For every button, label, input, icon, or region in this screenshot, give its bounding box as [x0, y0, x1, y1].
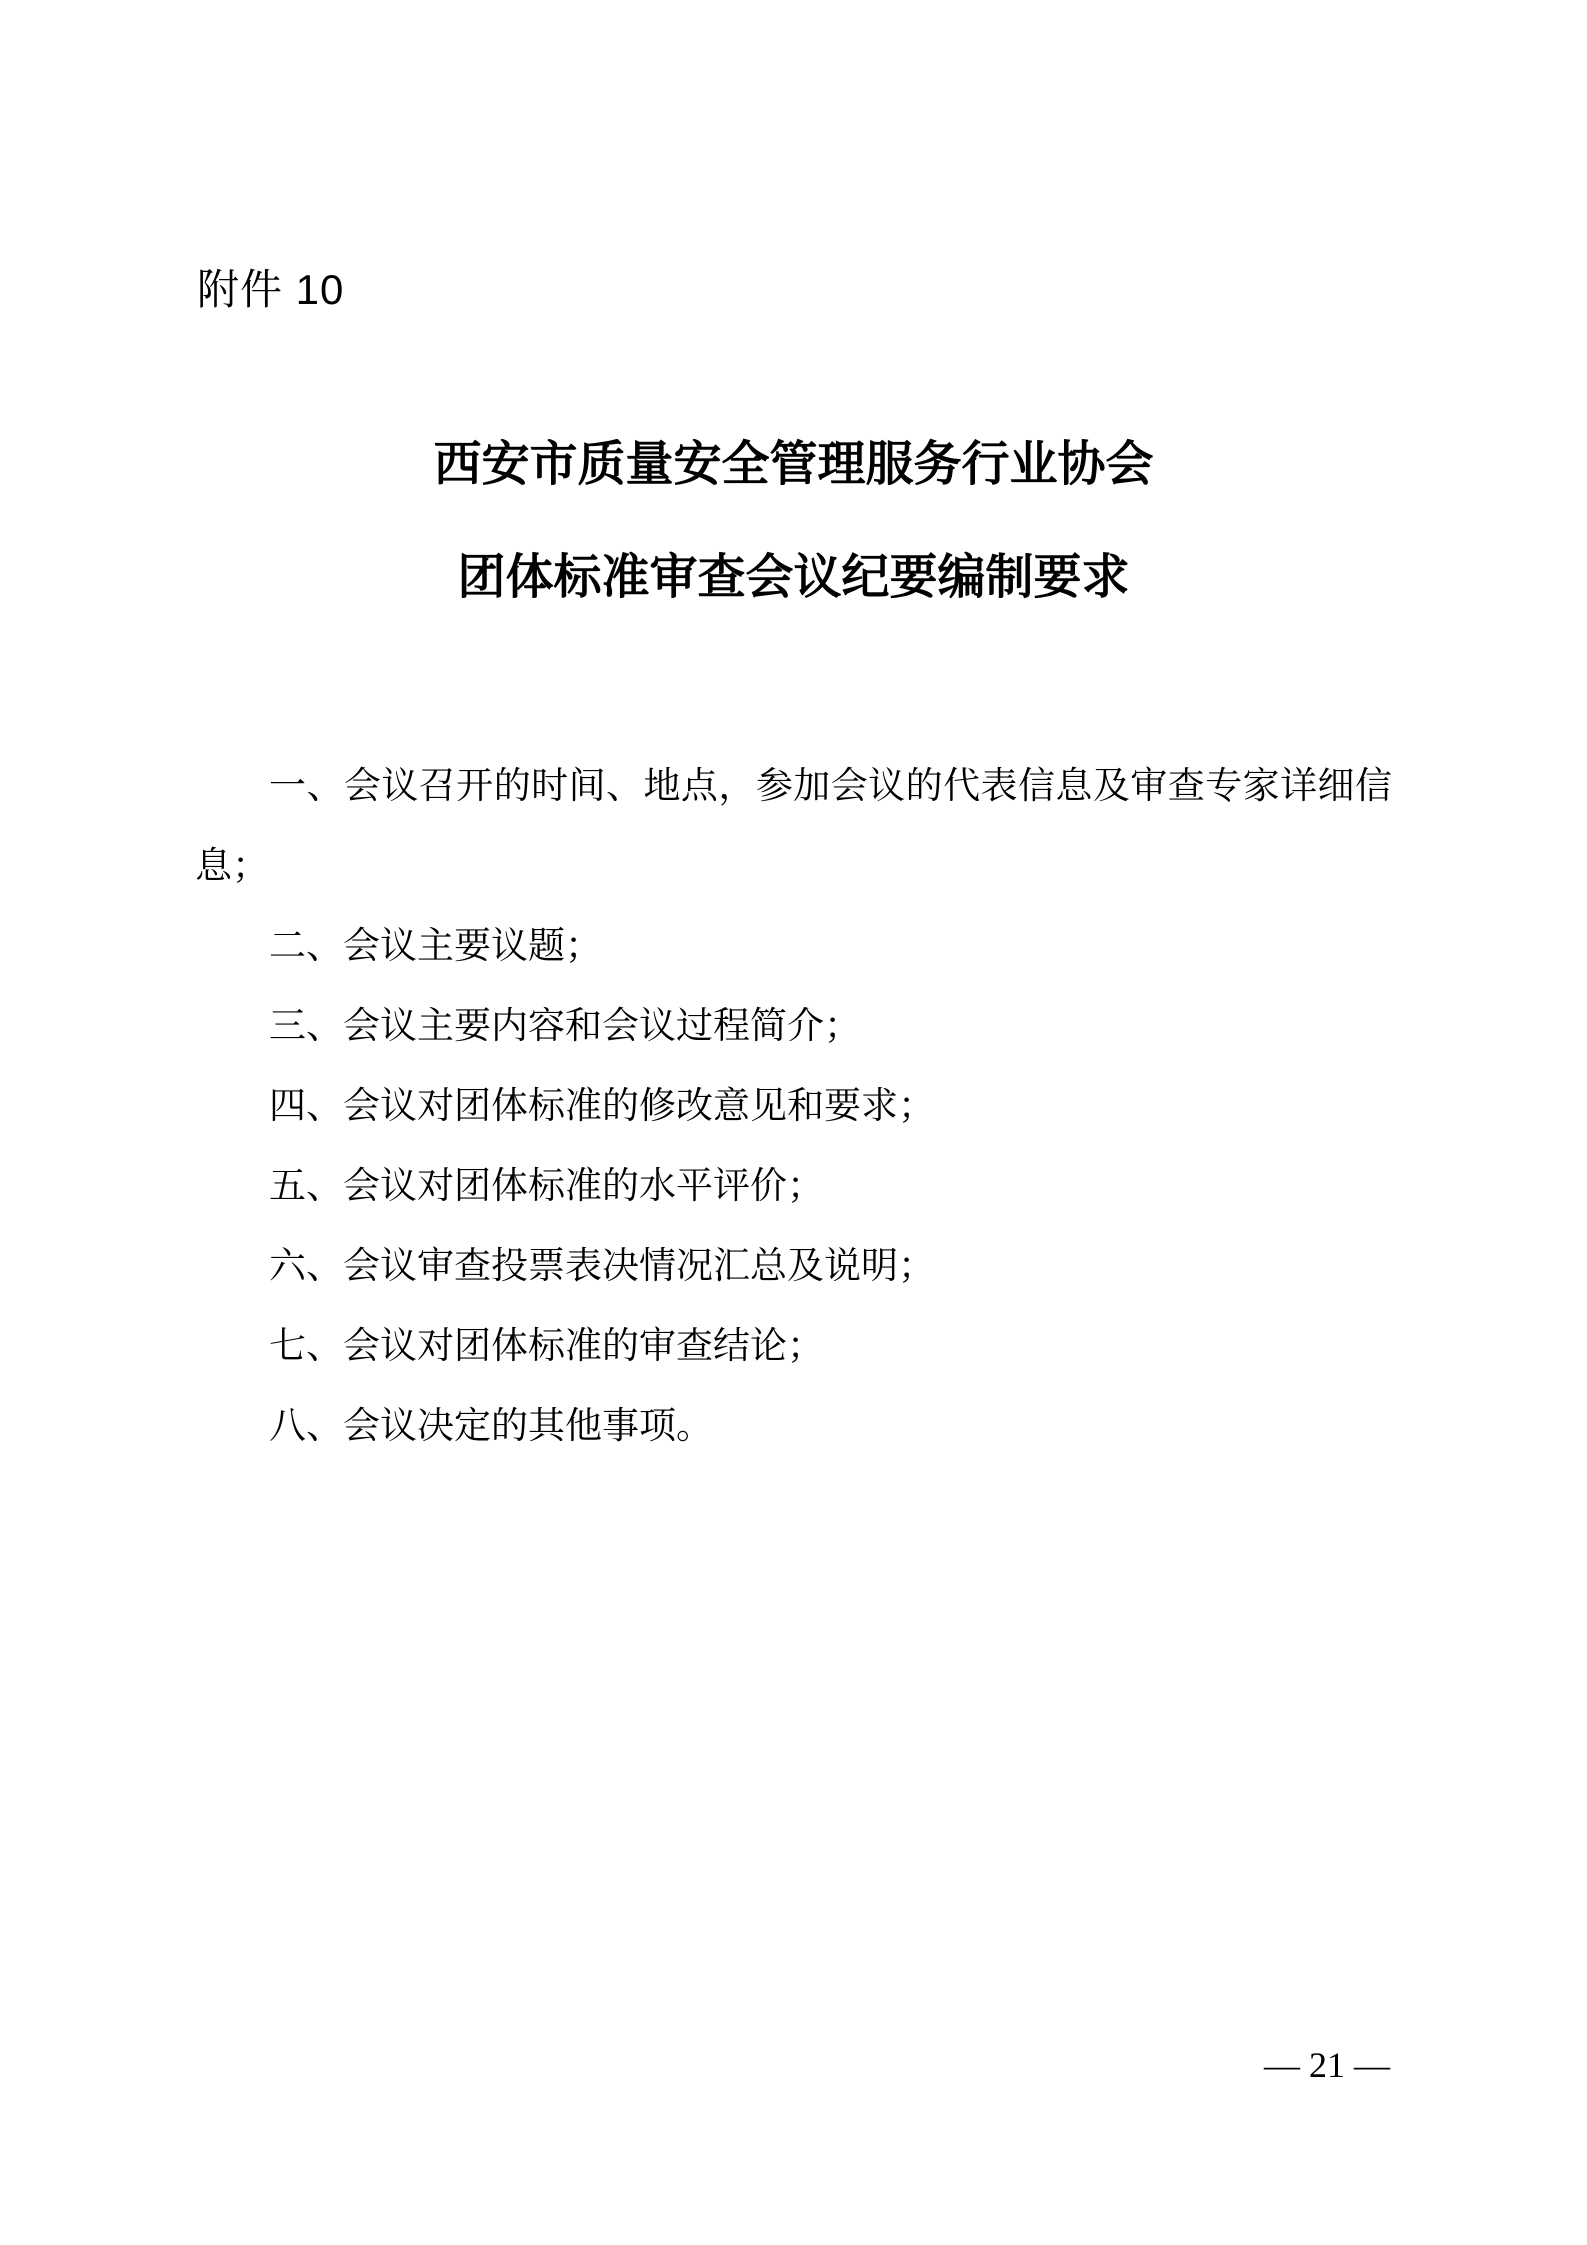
document-title-line-2: 团体标准审查会议纪要编制要求 — [457, 551, 1130, 604]
document-title-line-1: 西安市质量安全管理服务行业协会 — [433, 438, 1154, 491]
clause-item-8: 八、会议决定的其他事项。 — [269, 1406, 713, 1447]
clause-list — [195, 747, 1392, 1467]
page-number: — 21 — — [1264, 2045, 1390, 2085]
document-title — [0, 438, 1587, 604]
clause-item-1: 一、会议召开的时间、地点，参加会议的代表信息及审查专家详细信息； — [195, 766, 1392, 887]
clause-item-3: 三、会议主要内容和会议过程简介； — [269, 1006, 861, 1047]
clause-item-5: 五、会议对团体标准的水平评价； — [269, 1166, 824, 1207]
clause-item-6: 六、会议审查投票表决情况汇总及说明； — [269, 1246, 935, 1287]
clause-item-7: 七、会议对团体标准的审查结论； — [269, 1326, 824, 1367]
clause-item-4: 四、会议对团体标准的修改意见和要求； — [269, 1086, 935, 1127]
attachment-label: 附件 10 — [197, 266, 345, 313]
clause-item-2: 二、会议主要议题； — [269, 926, 602, 967]
